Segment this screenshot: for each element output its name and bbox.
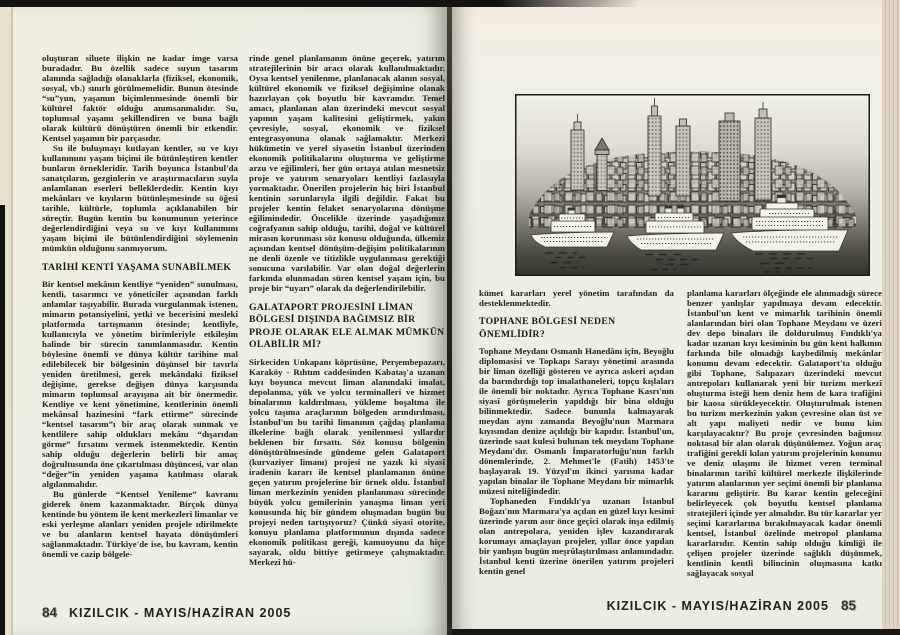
- paragraph: kümet kararları yerel yönetim tarafından da desteklenmektedir.: [479, 288, 674, 308]
- scan-left-edge: [0, 205, 5, 635]
- page-number: 84: [42, 605, 58, 620]
- paragraph: Su ile buluşmayı kutlayan kentler, su ve kıyı kullanımını yaşam biçimi ile bütünleştiren kentler bunların örnekleridir. Tarih boyunca İstanbul'da sanatçıların, gezginlerin ve araştırmacıların suyla anlamlanan eserleri belleklerdedir. Kentin kıyı mekânları ve kıyıların bütünleşmesinde su öğesi tarihle, kültürle, toplumla açıklanabilen bir süreçtir. Bugün kentin bu konumunun yeterince değerlendirdiğini veya su ve kıyı kullanımını yaşam biçimi ile bütünlendirdiğini söylemenin mümkün olduğunu sanmıyorum.: [42, 142, 238, 253]
- left-column-2: [249, 53, 445, 567]
- tower-3: [676, 119, 690, 196]
- right-column-2: [687, 288, 882, 578]
- right-page: [452, 0, 882, 635]
- paragraph: Bu günlerde “Kentsel Yenileme” kavramı giderek önem kazanmaktadır. Birçok dünya kentinde bu yöntem ile kent merkezleri limanlar ve eski yerleşme alanları yeniden projele ıdirilmekte ve bu alanların kentsel hayata dönüşümleri sağlanmaktadır. Türkiye'de ise, bu kavram, kentin önemli ve cazip bölgele-: [42, 488, 238, 559]
- page-number: 85: [840, 598, 856, 613]
- right-page-columns: [479, 288, 883, 578]
- paragraph: Tophane Meydanı Osmanlı Hanedânı için, Beyoğlu diplomasisi ve Topkapı Sarayı yönetimi arasında bir liman özelliği gösteren ve ayrıca askeri açıdan da barındırdığı top imalathaneleri, topçu kışlaları ile önemli bir noktadır. Ayrıca Tophane Kasrı'nın siyasî görüşmelerin yapıldığı bir bina olduğu bilinmektedir. Sadece bununla kalmayarak meydan aynı zamanda Beyoğlu'nun Marmara kıyısından denize açıldığı bir kapıdır. İstanbul'un, üzerinde saat kulesi bulunan tek meydanı Tophane Meydanı'dır. Osmanlı İmparatorluğu'nun farklı dönemlerinde, 2. Mehmet'le (Fatih) 1453'te başlayarak 19. Yüzyıl'ın ikinci yarısına kadar yapılan binalar ile Tophane Meydanı bir mimarlık müzesi niteliğindedir.: [479, 346, 674, 496]
- journal-title: KIZILCIK - MAYIS/HAZİRAN 2005: [606, 599, 829, 613]
- paragraph: Sirkeciden Unkapanı köprüsüne, Perşembepazarı, Karaköy - Rıhtım caddesinden Kabataş'a uzanan kıyı boyunca mevcut liman alanındaki imalat, depolanma, yük ve yolcu terminalleri ve hizmet binalarının kaldırılması, yükleme boşaltma ile yolcu taşıma araçlarının bölgeden arındırılması, İstanbul'un bu tarihi limanının çağdaş planlama ilkelerine bağlı olarak yenilenmesi yıllardır beklenen bir fırsattı. Söz konusu bölgenin dönüştürülmesinde gündeme gelen Galataport (kurvaziyer limanı) projesi ne yazık ki siyasî iradenin kararı ile kentsel planlamanın önüne geçen yatırım projelerine bir örnek oldu. İstanbul liman merkezinin yeniden planlanması sürecinde büyük yolcu gemilerinin yanaşma liman yeri konusunda hiç bir gündem oluşmadan bugün bu projeyi neden tartışıyoruz? Çünkü siyasî otorite, konuyu planlama platformunun dışında sadece ekonomik politikası gereği, kamuoyunu da hiçe sayarak, oldu bittiye getirmeye çalışmaktadır. Merkezî hü-: [249, 357, 445, 567]
- galata-tower: [595, 138, 609, 191]
- scan-bottom-edge: [452, 629, 900, 635]
- tower-4: [719, 113, 740, 201]
- section-heading-tarihi-kenti: TARİHİ KENTİ YAŞAMA SUNABİLMEK: [42, 261, 232, 273]
- paragraph: planlama kararları ölçeğinde ele alınmadığı sürece benzer yanlışlar yapılmaya devam edecektir. İstanbul'un kent ve mimarlık tarihinin önemli alanlarından biri olan Tophane Meydanı ve üzeri dev depo binaları ile doldurulmuş Fındıklı'ya kadar uzanan kıyı kesiminin bu gün kent halkının farkında bile olmadığı kaybedilmiş mekânlar konumu devam edecektir. Galataport'ta olduğu gibi Tophane, Salıpazarı üzerindeki mevcut antrepoları kullanarak yeni bir turizm merkezî oluşturma isteği hem deniz hem de kara trafiğini bir kaosa sürükleyecektir. Oluşturulmak istenen bu turizm merkezinin yakın çevresine olan üst ve alt yapı maliyeti nedir ve bunu kim karşılayacaktır? Bu proje çevresinden bağımsız noktasal bir alan olarak düşünülemez. Yoğun araç trafiğini gerekli kılan yatırım projelerinin konumu ve deniz ulaşımı ile hizmet veren terminal binalarının tarihî kültürel merkezle ilişkilerinde yatırım alanlarının yer seçimi önemli bir planlama kararını geliştirir. Bu karar kentin geleceğini belirleyecek çok boyutlu kentsel planlama stratejileri içinde yer almalıdır. Bu tür kararlar yer seçimi kararlarına bırakılmayacak kadar önemli kentsel, İstanbul özelinde metropol planlama kararlarıdır. Kentin sahip olduğu kimliği ile çelişen projeler üzerinde sağlıklı düşünmek, kentlinin kentli bilincinin oluşmasına katkı sağlayacak sosyal: [687, 288, 882, 578]
- city-ships-drawing: [515, 94, 870, 276]
- left-page-columns: [42, 53, 446, 567]
- scan-top-edge: [0, 0, 640, 7]
- paragraph: Tophaneden Fındıklı'ya uzanan İstanbul Boğazı'nın Marmara'ya açılan en güzel kıyı kesimi üzerinde yarım asır önce geçici olarak inşa edilmiş olan antrepolara, yeniden işlev kazandırarak korumayı amaçlayan projeler, yıllar önce yapılan bir yanlışın bugün meşrûlaştırılması anlamındadır. İstanbul kenti üzerine önerilen yatırım projeleri kentin genel: [479, 495, 674, 576]
- paragraph: oluşturan siluete ilişkin ne kadar imge varsa buradadır. Bu özellik sadece suyun tasarım alanında sağladığı olanaklarla (fiziksel, ekonomik, sosyal, vb.) sınırlı görülmemelidir. Bunun ötesinde “su”yun, yaşamın biçimlenmesinde önemli bir kültürel faktör olduğu anımsanmalıdır. Su, toplumsal yaşamı şekillendiren ve buna bağlı olarak kültürü dönüştüren önemli bir etkendir. Kentsel yaşamın bir parçasıdır.: [42, 53, 238, 143]
- scan-right-paper-edge: [882, 0, 900, 635]
- left-page: [5, 7, 447, 635]
- journal-title: KIZILCIK - MAYIS/HAZİRAN 2005: [69, 606, 292, 620]
- paragraph: Bir kentsel mekânın kentliye “yeniden” sunulması, kentli, tasarımcı ve yöneticiler açısından farklı anlamlar taşıyabilir. Burada vurgulanmak istenen, mimarın potansiyelini, yetki ve becerisini meslekî platformda tartışmanın ötesinde; kentliyle, kullanıcıyla ve yönetim birimleriyle etkileşim halinde bir sürecin tanımlanmasıdır. Kentin böylesine önemli ve dünya kültür tarihine mal edilebilecek bir bölgesinin düşünsel bir tavırla yeniden üretilmesi, gerek mekândaki fiziksel değişime, gerekse değişen dünya karşısında mimarın toplumsal arayışına ait bir önermedir. Kentliye ve kent yönetimine, kentlerinin önemli mekânsal hazinesini “fark ettirme” sürecinde “kentsel tasarım”ı bir araç olarak sunmak ve kentlilere sahip oldukları mekânı “dışarıdan görme” fırsatını vermek istenmektedir. Kentin sahip olduğu değerlerin belirli bir amaç doğrultusunda öne çıkartılması düşüncesi, var olan “değer”in yeniden yaşama katılması olarak algılanmalıdır.: [42, 279, 238, 489]
- tophane-illustration: [515, 94, 870, 276]
- left-column-1: [42, 53, 238, 567]
- section-heading-tophane: TOPHANE BÖLGESİ NEDEN ÖNEMLİDİR?: [479, 315, 616, 340]
- right-column-1: [479, 288, 674, 578]
- page-gutter-shadow: [447, 0, 452, 635]
- left-page-footer: [42, 605, 291, 620]
- section-heading-galataport: GALATAPORT PROJESİNİ LİMAN BÖLGESİ DIŞINDA BAĞIMSIZ BİR PROJE OLARAK ELE ALMAK MÜMKÜN OLABİLİR Mİ?: [249, 301, 445, 351]
- right-page-footer: [607, 598, 856, 613]
- paragraph: rinde genel planlamanın önüne geçerek, yatırım stratejilerinin bir aracı olarak kullanılmaktadır. Oysa kentsel yenilenme, planlanacak alanın sosyal, kültürel ekonomik ve fiziksel değişimine olanak hazırlayan çok boyutlu bir kavramdır. Temel amacı, planlanan alan üzerindeki mevcut sosyal yapının yaşam kalitesini geliştirmek, yakın çevresiyle, sosyal, ekonomik ve fiziksel entegrasyonuna olanak sağlamaktır. Merkezi hükümetin ve yerel siyasetin İstanbul üzerinden ekonomik politikalarını oluşturma ve geliştirme arzu ve eğilimleri, her gün ortaya atılan mesnetsiz proje ve yatırım senaryoları kentliyi fazlasıyla yormaktadır. Önerilen projelerin hiç biri İstanbul kentinin sorunlarıyla ilgili değildir. Fakat bu projeler kentin felaket senaryolarına dönüşme eğilimindedir. Öncelikle üzerinde yaşadığımız coğrafyanın sahip olduğu, tarihi, doğal ve kültürel mirasın korunması söz konusu olduğunda, ülkemiz açısından kentsel dönüşüm-değişim politikalarının ne denli özenle ve titizlikle uygulanması gerektiği sonucuna varılabilir. Var olan doğal değerlerin farkında olunmadan süren kentsel yaşam için, bu proje bir “uyarı” olarak da değerlendirilebilir.: [249, 53, 445, 293]
